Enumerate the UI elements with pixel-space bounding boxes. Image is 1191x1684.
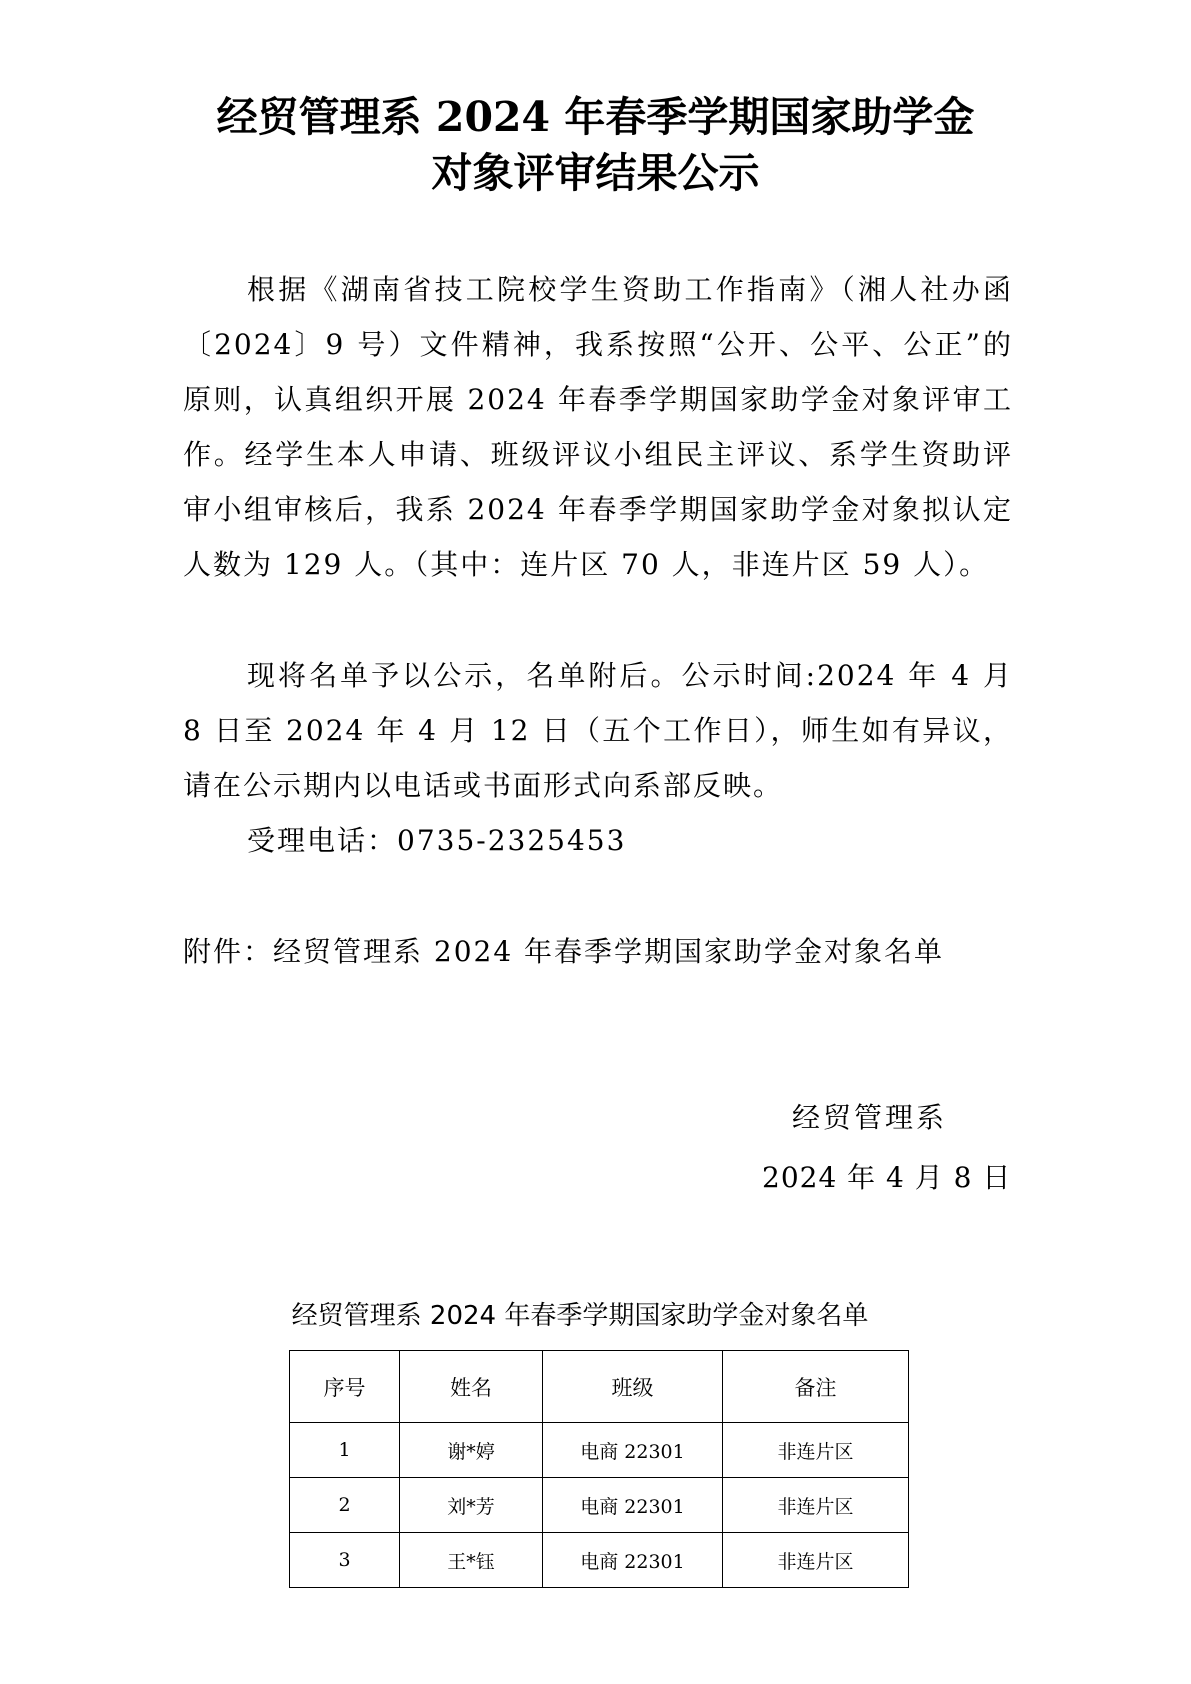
cell-name: 刘*芳	[400, 1478, 543, 1533]
roster-table-caption: 经贸管理系 2024 年春季学期国家助学金对象名单	[291, 1301, 869, 1331]
header-cell-remark: 备注	[723, 1351, 909, 1423]
cell-index: 2	[290, 1478, 400, 1533]
header-cell-index: 序号	[290, 1351, 400, 1423]
signature-organization: 经贸管理系	[792, 1101, 948, 1134]
table-row	[290, 1478, 909, 1533]
signature-date: 2024 年 4 月 8 日	[762, 1161, 1012, 1194]
cell-name: 王*钰	[400, 1533, 543, 1588]
header-cell-class: 班级	[543, 1351, 723, 1423]
cell-remark: 非连片区	[723, 1423, 909, 1478]
cell-class: 电商 22301	[543, 1533, 723, 1588]
attachment-line: 附件：经贸管理系 2024 年春季学期国家助学金对象名单	[183, 935, 945, 968]
body-paragraph-publicity-period: 现将名单予以公示，名单附后。公示时间:2024 年 4 月 8 日至 2024 年 4 月 12 日（五个工作日），师生如有异议，请在公示期内以电话或书面形式向系部反映。	[183, 659, 1013, 802]
body-paragraph-basis: 根据《湖南省技工院校学生资助工作指南》（湘人社办函〔2024〕9 号）文件精神，我系按照“公开、公平、公正”的原则，认真组织开展 2024 年春季学期国家助学金对象评审工作。经学生本人申请、班级评议小组民主评议、系学生资助评审小组审核后，我系 2024 年春季学期国家助学金对象拟认定人数为 129 人。（其中：连片区 70 人，非连片区 59 人）。	[183, 273, 1013, 581]
cell-remark: 非连片区	[723, 1533, 909, 1588]
header-cell-name: 姓名	[400, 1351, 543, 1423]
table-row	[290, 1423, 909, 1478]
cell-index: 3	[290, 1533, 400, 1588]
document-title-line-1: 经贸管理系 2024 年春季学期国家助学金	[216, 93, 975, 141]
cell-class: 电商 22301	[543, 1423, 723, 1478]
contact-phone-line: 受理电话：0735-2325453	[247, 824, 627, 857]
cell-remark: 非连片区	[723, 1478, 909, 1533]
roster-table	[289, 1350, 909, 1588]
roster-header-row	[290, 1351, 909, 1423]
cell-class: 电商 22301	[543, 1478, 723, 1533]
cell-name: 谢*婷	[400, 1423, 543, 1478]
cell-index: 1	[290, 1423, 400, 1478]
table-row	[290, 1533, 909, 1588]
document-title-line-2: 对象评审结果公示	[431, 149, 760, 197]
